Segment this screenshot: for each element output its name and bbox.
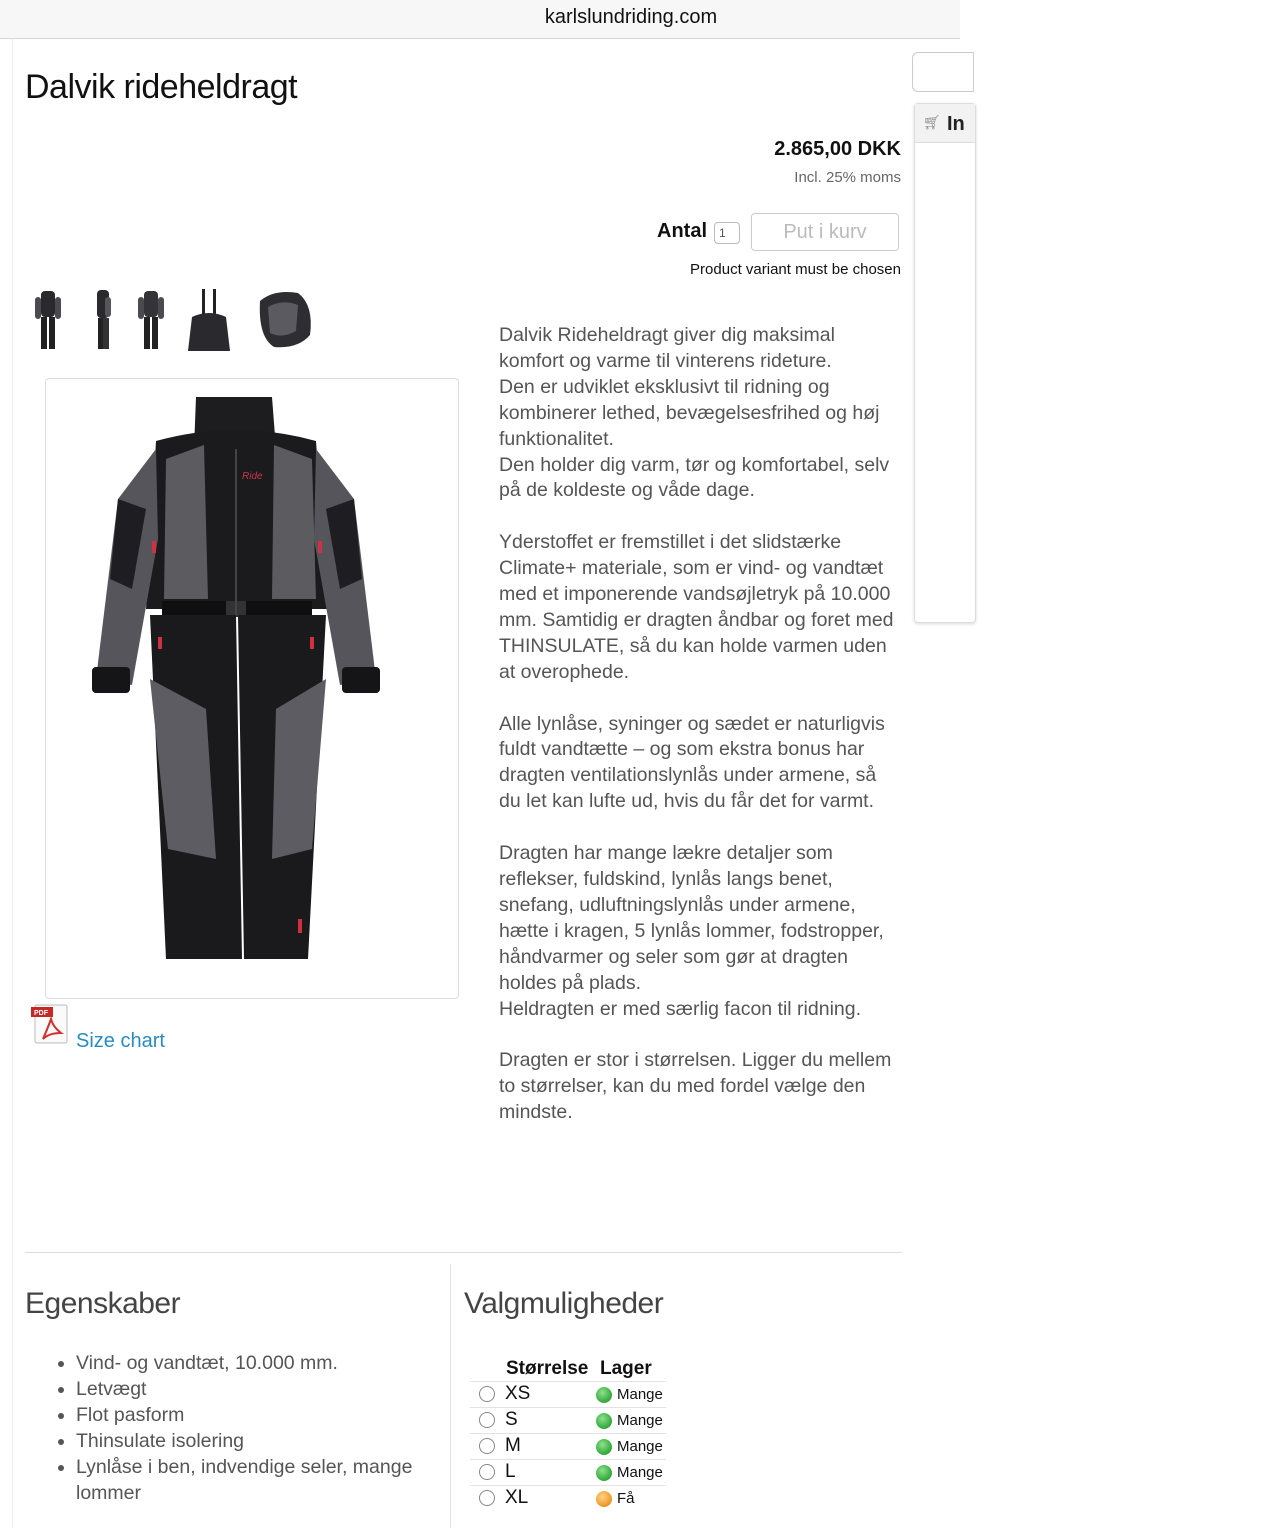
add-to-cart-button[interactable]: Put i kurv bbox=[751, 213, 899, 251]
size-radio[interactable] bbox=[479, 1438, 495, 1454]
feature-item: • Vind- og vandtæt, 10.000 mm. bbox=[76, 1351, 466, 1377]
description-paragraph: Dragten har mange lækre detaljer som reflekser, fuldskind, lynlås langs benet, snefang, udluftningslynlås under armene, hætte i kragen, 5 lynlås lommer, fodstropper, håndvarmer og seler som gør at dragten holdes på plads. Heldragten er med særlig facon til ridning. bbox=[499, 842, 884, 1020]
feature-item: • Letvægt bbox=[76, 1377, 466, 1403]
cart-panel-header[interactable] bbox=[915, 104, 975, 143]
size-label: M bbox=[505, 1435, 521, 1456]
size-label: S bbox=[505, 1409, 518, 1430]
product-title: Dalvik rideheldragt bbox=[25, 68, 298, 106]
size-radio[interactable] bbox=[479, 1386, 495, 1402]
description-paragraph: Dragten er stor i størrelsen. Ligger du mellem to størrelser, kan du med fordel vælge den mindste. bbox=[499, 1049, 892, 1124]
feature-item: • Thinsulate isolering bbox=[76, 1429, 466, 1455]
features-list bbox=[50, 1351, 466, 1506]
pdf-icon[interactable] bbox=[31, 1003, 71, 1045]
url-text: karlslundriding.com bbox=[544, 6, 718, 28]
browser-url-bar[interactable] bbox=[0, 0, 960, 39]
description-paragraph: Alle lynlåse, syninger og sædet er naturligvis fuldt vandtætte – og som ekstra bonus har dragten ventilationslynlås under armene, så du let kan lufte ud, hvis du får det for varmt. bbox=[499, 712, 885, 813]
feature-item: • Lynlåse i ben, indvendige seler, mange lommer bbox=[76, 1455, 466, 1507]
vat-note: Incl. 25% moms bbox=[794, 169, 901, 186]
stock-status-icon bbox=[596, 1439, 612, 1455]
stock-label: Mange bbox=[617, 1464, 663, 1481]
stock-status-icon bbox=[596, 1413, 612, 1429]
size-radio[interactable] bbox=[479, 1490, 495, 1506]
size-label: XL bbox=[505, 1487, 529, 1508]
thumbnail-detail[interactable] bbox=[254, 287, 316, 353]
stock-label: Mange bbox=[617, 1438, 663, 1455]
riding-suit-illustration bbox=[46, 379, 458, 998]
thumbnail-back[interactable] bbox=[134, 287, 168, 353]
thumbnail-front[interactable] bbox=[30, 287, 66, 353]
thumbnail-suspenders[interactable] bbox=[184, 287, 234, 353]
cart-side-panel bbox=[914, 103, 976, 623]
cart-icon: 🛒︎ bbox=[923, 114, 941, 130]
size-chart-link[interactable]: Size chart bbox=[76, 1030, 165, 1052]
description-paragraph: Dalvik Rideheldragt giver dig maksimal komfort og varme til vinterens rideture. Den er udviklet eksklusivt til ridning og kombinerer lethed, bevægelsesfrihed og høj funktionalitet. Den holder dig varm, tør og komfortabel, selv på de koldeste og våde dage. bbox=[499, 324, 890, 502]
size-column-header: Størrelse bbox=[506, 1358, 589, 1379]
size-radio[interactable] bbox=[479, 1412, 495, 1428]
size-option-row[interactable] bbox=[470, 1407, 666, 1434]
pdf-icon-label: PDF bbox=[34, 1010, 48, 1017]
product-price: 2.865,00 DKK bbox=[774, 138, 901, 160]
main-product-image[interactable] bbox=[45, 378, 459, 999]
thumbnail-side[interactable] bbox=[88, 287, 118, 353]
options-heading: Valgmuligheder bbox=[464, 1287, 664, 1320]
size-option-row[interactable] bbox=[470, 1485, 666, 1512]
size-option-row[interactable] bbox=[470, 1433, 666, 1460]
size-radio[interactable] bbox=[479, 1464, 495, 1480]
search-box[interactable] bbox=[912, 52, 974, 92]
stock-status-icon bbox=[596, 1387, 612, 1403]
stock-column-header: Lager bbox=[600, 1358, 652, 1379]
features-heading: Egenskaber bbox=[25, 1287, 181, 1320]
page-edge bbox=[12, 39, 13, 1528]
stock-label: Mange bbox=[617, 1412, 663, 1429]
size-label: L bbox=[505, 1461, 516, 1482]
stock-label: Mange bbox=[617, 1386, 663, 1403]
size-label: XS bbox=[505, 1383, 531, 1404]
quantity-label: Antal bbox=[657, 220, 707, 242]
size-option-row[interactable] bbox=[470, 1459, 666, 1486]
quantity-input[interactable] bbox=[714, 222, 740, 244]
svg-text:Ride: Ride bbox=[242, 471, 263, 482]
stock-status-icon bbox=[596, 1491, 612, 1507]
stock-status-icon bbox=[596, 1465, 612, 1481]
product-description bbox=[499, 323, 899, 1152]
size-option-row[interactable] bbox=[470, 1381, 666, 1408]
cart-panel-label: In bbox=[947, 113, 965, 135]
stock-label: Få bbox=[617, 1490, 635, 1507]
variant-required-message: Product variant must be chosen bbox=[690, 261, 901, 278]
feature-item: • Flot pasform bbox=[76, 1403, 466, 1429]
section-divider bbox=[25, 1252, 902, 1253]
description-paragraph: Yderstoffet er fremstillet i det slidstærke Climate+ materiale, som er vind- og vandtæt med et imponerende vandsøjletryk på 10.000 mm. Samtidig er dragten åndbar og foret med THINSULATE, så du kan holde varmen uden at overophede. bbox=[499, 531, 894, 683]
thumbnail-strip bbox=[30, 287, 330, 353]
